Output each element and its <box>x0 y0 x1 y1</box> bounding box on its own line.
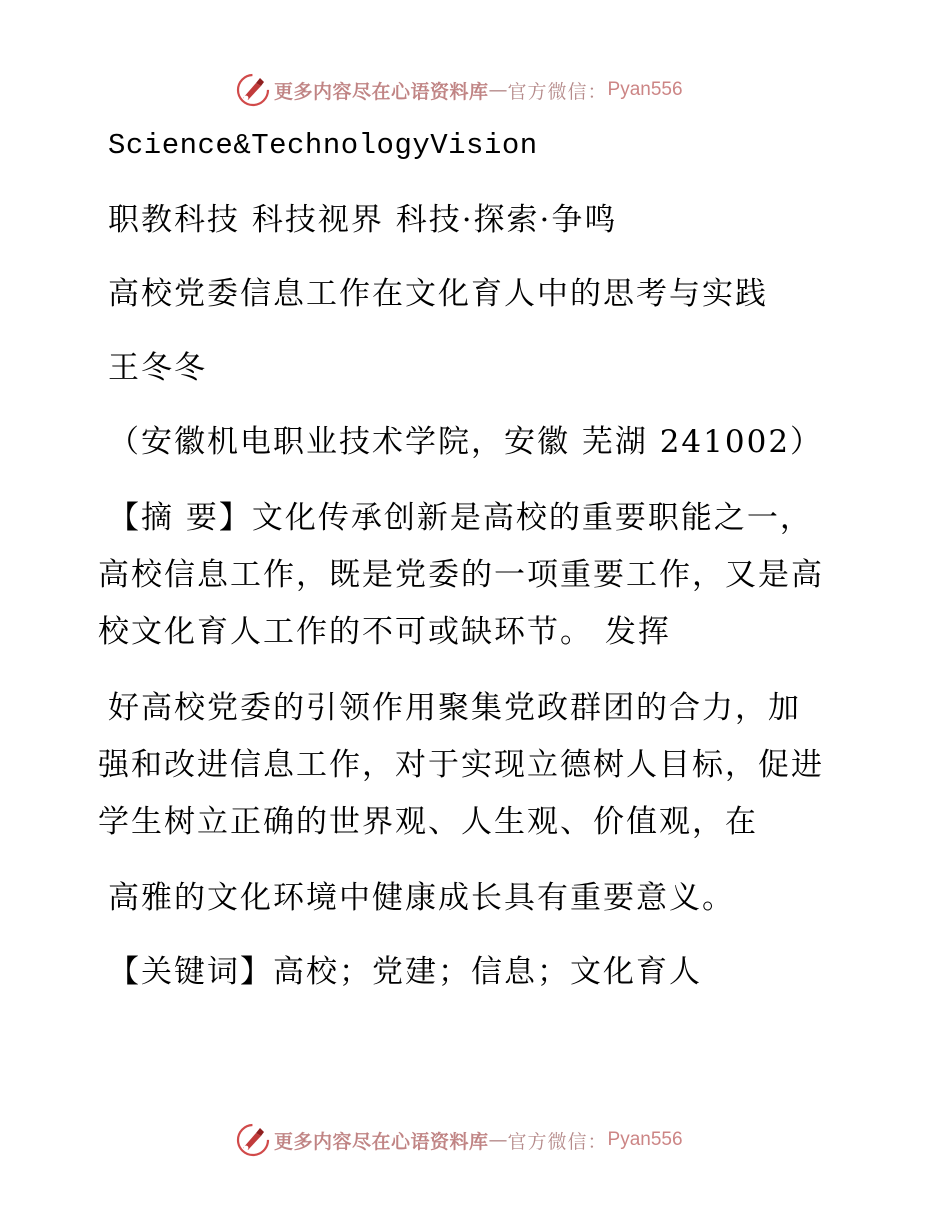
keywords: 【关键词】高校；党建；信息；文化育人 <box>108 954 702 990</box>
banner-title: 更多内容尽在心语资料库 <box>274 1130 489 1153</box>
footer-banner <box>236 1122 683 1158</box>
banner-wechat-label: 官方微信： <box>507 1130 608 1153</box>
author-affiliation: （安徽机电职业技术学院，安徽 芜湖 241002） <box>108 424 824 460</box>
banner-wechat-label: 官方微信： <box>507 80 608 103</box>
abstract-line: 好高校党委的引领作用聚集党政群团的合力，加 <box>108 690 801 726</box>
header-banner <box>236 72 683 108</box>
abstract-line: 高雅的文化环境中健康成长具有重要意义。 <box>108 880 735 916</box>
abstract-line: 高校信息工作，既是党委的一项重要工作，又是高 <box>98 557 824 593</box>
section-tags: 职教科技 科技视界 科技·探索·争鸣 <box>108 202 618 238</box>
abstract-line: 校文化育人工作的不可或缺环节。 发挥 <box>98 614 671 650</box>
banner-wechat-id: Pyan556 <box>607 1129 683 1150</box>
banner-wechat-id: Pyan556 <box>607 79 683 100</box>
pen-nib-logo-icon <box>236 73 270 107</box>
banner-title: 更多内容尽在心语资料库 <box>274 80 489 103</box>
author-name: 王冬冬 <box>108 350 207 386</box>
banner-separator: — <box>488 1129 508 1151</box>
banner-separator: — <box>488 79 508 101</box>
abstract-line: 【摘 要】文化传承创新是高校的重要职能之一， <box>108 500 813 536</box>
abstract-line: 强和改进信息工作，对于实现立德树人目标，促进 <box>98 747 824 783</box>
abstract-line: 学生树立正确的世界观、人生观、价值观，在 <box>98 804 758 840</box>
article-title: 高校党委信息工作在文化育人中的思考与实践 <box>108 276 768 312</box>
pen-nib-logo-icon <box>236 1123 270 1157</box>
journal-name: Science&TechnologyVision <box>108 129 538 162</box>
